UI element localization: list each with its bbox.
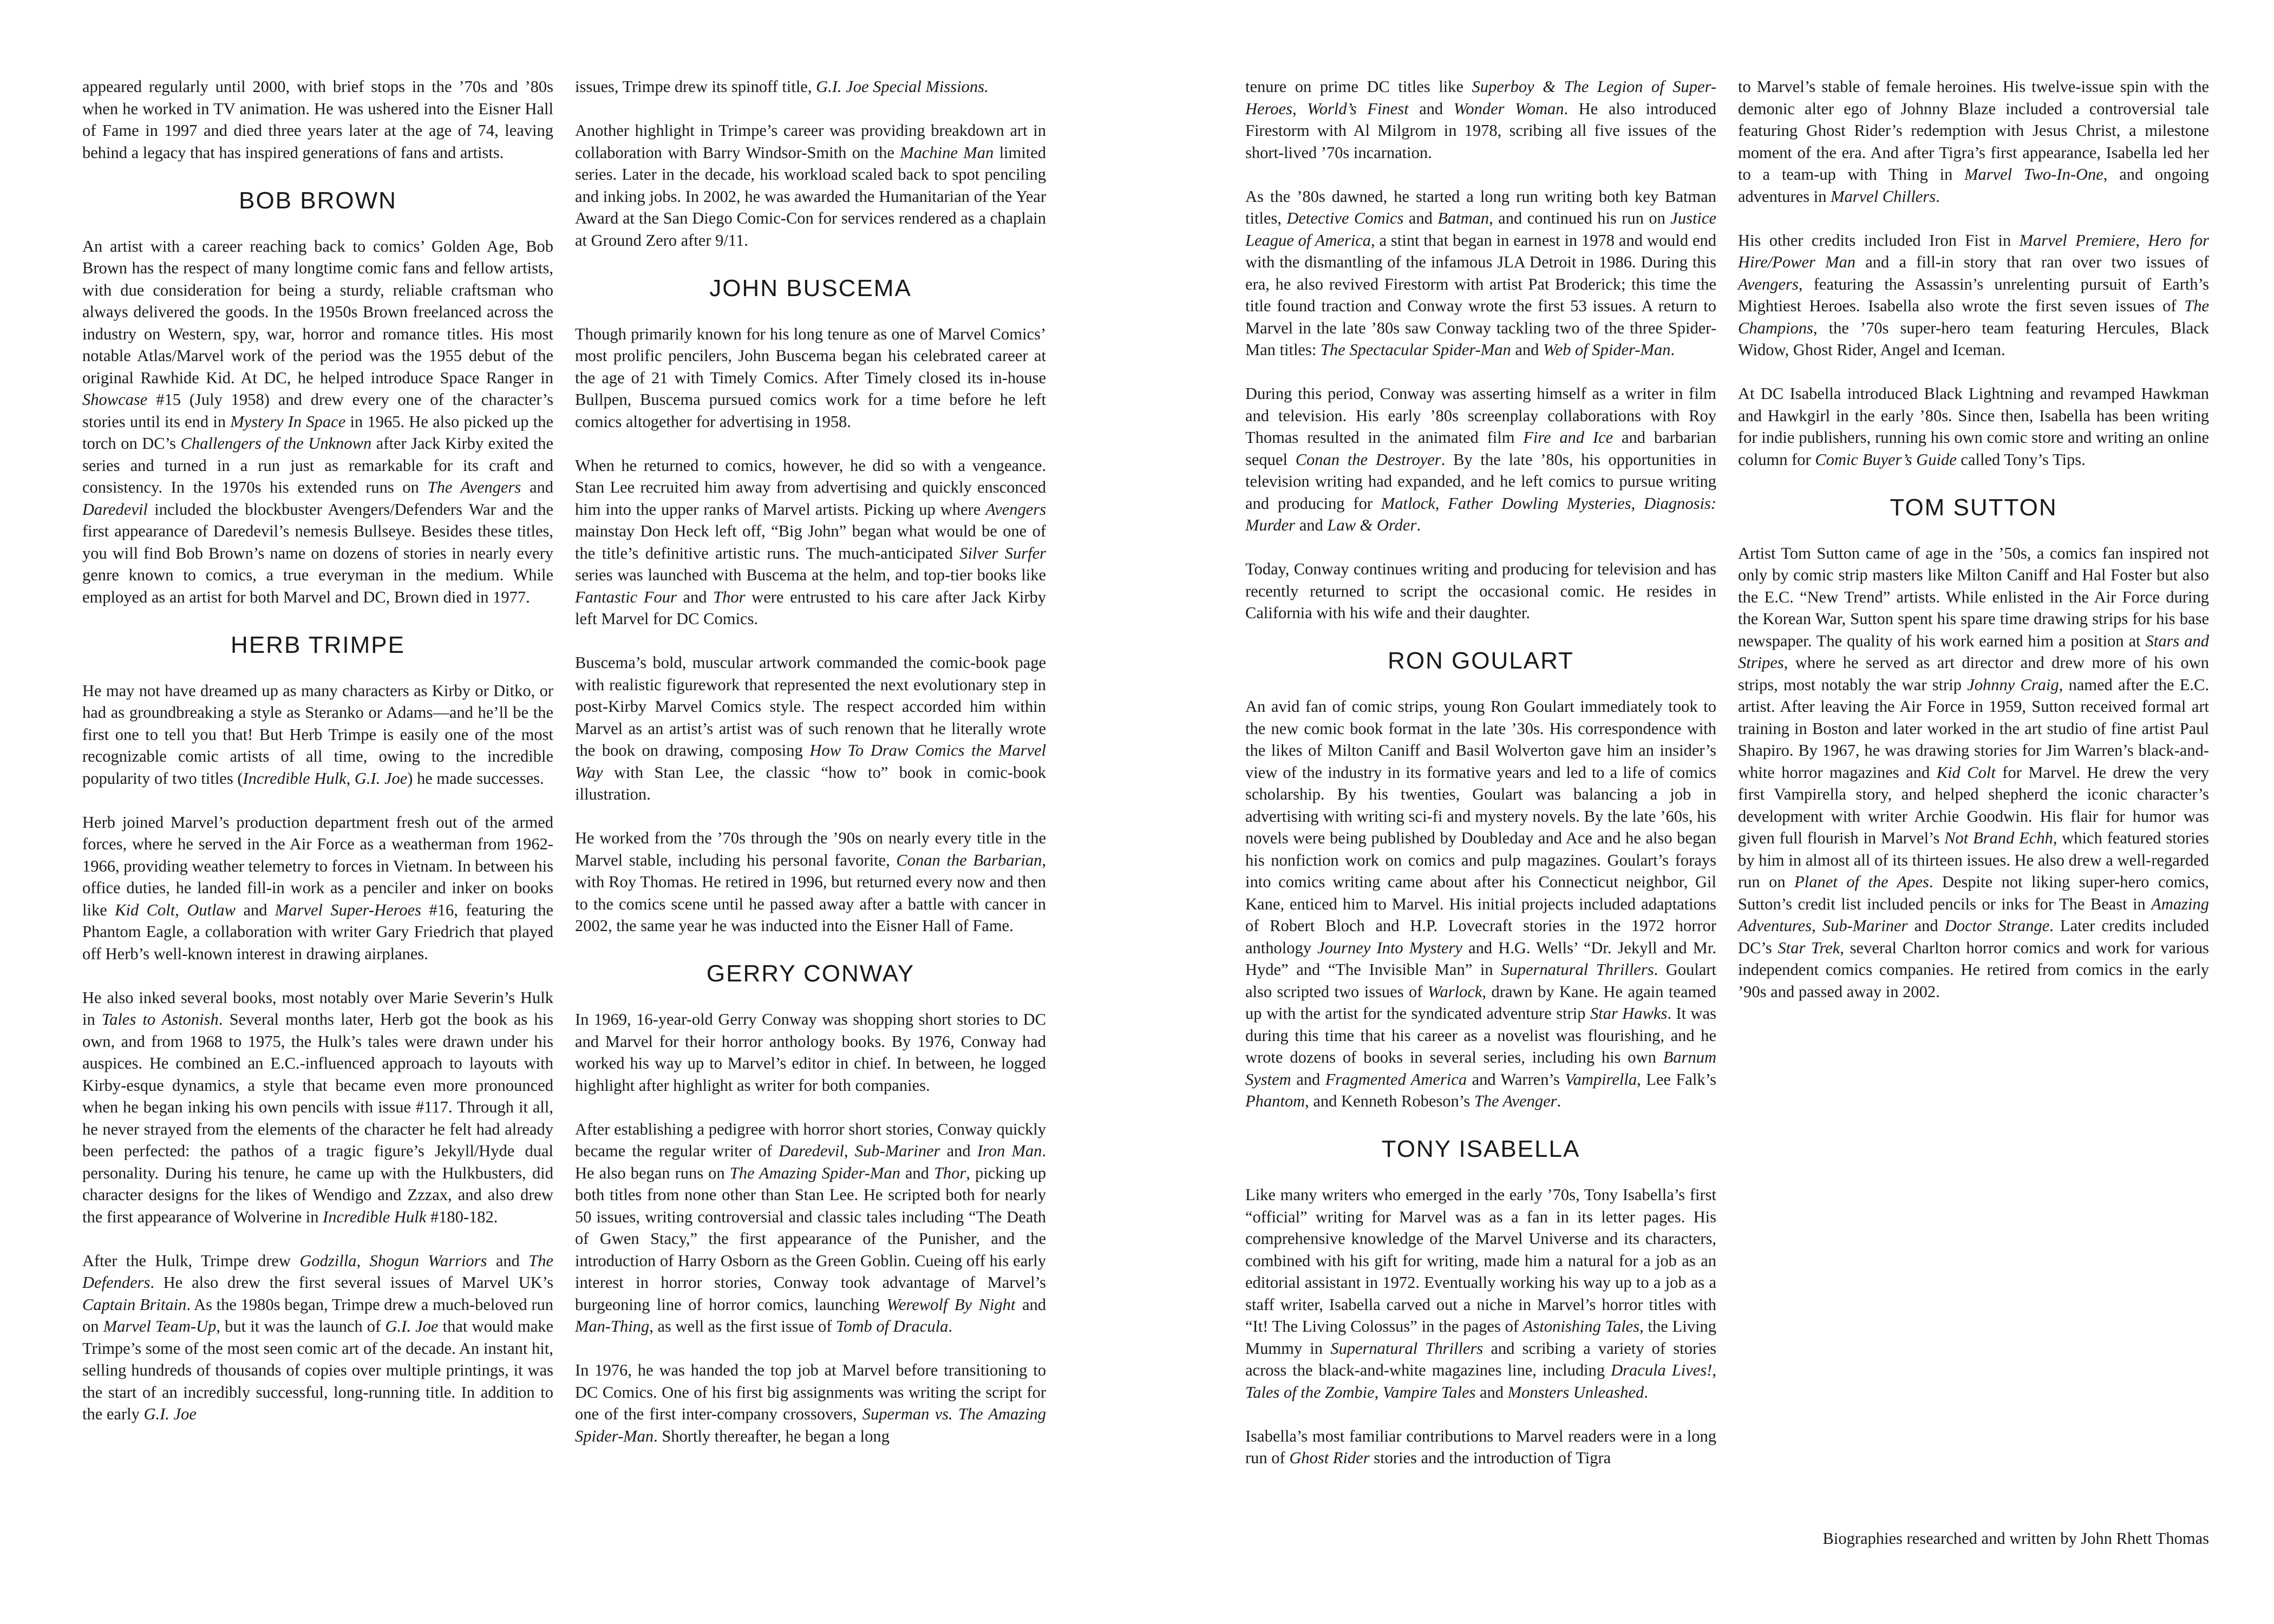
title-text: Stars and Stripes [1738,631,2210,672]
text-run: He worked from the ’70s through the ’90s on nearly every title in the Marvel stable, including his personal favorite, [575,829,1046,869]
text-run: and [1291,1070,1325,1089]
bio-heading: GERRY CONWAY [706,960,915,987]
text-run: appeared regularly until 2000, with brief stops in the ’70s and ’80s when he worked in TV animation. He was ushered into the Eisner Hall of Fame in 1997 and died three years later at the age of 74, leaving behind a legacy that has inspired generations of fans and artists. [82,77,553,162]
author-credit: Biographies researched and written by John Rhett Thomas [1822,1529,2209,1548]
title-text: Thor [713,587,746,606]
text-run: and [236,900,275,919]
text-run: , [1712,1361,1716,1379]
text-run: and [1015,1295,1046,1314]
title-text: Supernatural Thrillers [1501,960,1654,979]
title-text: Journey Into Mystery [1317,938,1462,957]
title-text: Marvel Team-Up [103,1317,217,1335]
title-text: Supernatural Thrillers [1330,1339,1484,1358]
title-text: Machine Man [900,143,994,162]
text-run: . [948,1317,952,1335]
text-run: Artist Tom Sutton came of age in the ’50s, a comics fan inspired not only by comic strip masters like Milton Caniff and Hal Foster but also the E.C. “New Trend” artists. While enlisted in the Air Force during the Korean War, Sutton spent his spare time drawing strips for his base newspaper. The quality of his work earned him a position at [1738,543,2209,650]
title-text: Not Brand Echh [1944,829,2053,847]
column-1 [82,76,553,1447]
text-run: Though primarily known for his long tenure as one of Marvel Comics’ most prolific pencilers, John Buscema began his celebrated career at the age of 21 with Timely Comics. After Timely closed its in-house Bullpen, Buscema pursued comics work for a time before he left comics altogether for advertising in 1958. [575,324,1046,431]
title-text: Detective Comics [1286,209,1404,227]
title-text: Father Dowling Mysteries [1448,494,1631,513]
title-text: Avengers [985,500,1046,519]
bio-heading: RON GOULART [1388,647,1574,674]
bio-paragraph [82,680,553,790]
text-run: , featuring the Assassin’s unrelenting pursuit of Earth’s Mightiest Heroes. Isabella also wrote the first seven issues of [1738,274,2209,315]
bio-paragraph [1245,186,1716,361]
text-run: As the ’80s dawned, he started a long run writing both key Batman titles, [1245,187,1716,227]
title-text: Star Hawks [1590,1004,1668,1023]
text-run: and [521,478,554,496]
text-run: , [1435,494,1448,513]
title-text: Iron Man [977,1142,1042,1160]
text-run: . [1936,187,1940,206]
title-text: Matlock [1381,494,1435,513]
text-run: and H.G. Wells’ “Dr. Jekyll and Mr. Hyde” and “The Invisible Man” in [1245,938,1716,979]
text-run: Buscema’s bold, muscular artwork commanded the comic-book page with realistic figurework that represented the next evolutionary step in post-Kirby Marvel Comics style. The respect accorded him within Marvel as an artist’s artist was of such renown that he literally wrote the book on drawing, composing [575,653,1046,759]
text-run: Like many writers who emerged in the early ’70s, Tony Isabella’s first “official” writing for Marvel was as a fan in its letter pages. His comprehensive knowledge of the Marvel Universe and its characters, combined with his gift for writing, made him a natural for a job as an editorial assistant in 1972. Eventually working his way up to a job as a staff writer, Isabella carved out a niche in Marvel’s horror titles with “It! The Living Colossus” in the pages of [1245,1186,1716,1335]
bio-paragraph [82,1250,553,1425]
text-run: , and continued his run on [1489,209,1671,227]
text-run: , named after the E.C. artist. After leaving the Air Force in 1959, Sutton received formal art training in Boston and later worked in the art studio of fine artist Paul Shapiro. By 1967, he was drawing stories for Jim Warren’s black-and-white horror magazines and [1738,675,2209,782]
title-text: Planet of the Apes [1794,873,1929,891]
text-run: He may not have dreamed up as many characters as Kirby or Ditko, or had as groundbreaking a style as Steranko or Adams—and he’ll be the first one to tell you that! But Herb Trimpe is easily one of the most recognizable comic artists of all time, owing to the incredible popularity of two titles ( [82,681,553,788]
text-run: . As the 1980s began, Trimpe drew a much-beloved run on [82,1295,553,1335]
text-run: His other credits included Iron Fist in [1738,231,2020,250]
title-text: Daredevil [82,500,148,519]
text-run: . [1557,1092,1561,1110]
title-text: Diagnosis: Murder [1245,494,1716,534]
text-run: #15 (July 1958) and drew every one of the character’s stories until its end in [82,390,553,431]
text-run: . It was during this time that his career as a novelist was flourishing, and he wrote dozens of books in several series, including his own [1245,1004,1716,1066]
text-run: called Tony’s Tips. [1956,450,2086,469]
text-run: , and ongoing adventures in [1738,165,2209,206]
title-text: Comic Buyer’s Guide [1815,450,1957,469]
bio-paragraph [575,1359,1046,1447]
text-run: At DC Isabella introduced Black Lightning and revamped Hawkman and Hawkgirl in the early ’80s. Since then, Isabella has been writing for indie publishers, running his own comic store and writing an online column for [1738,384,2209,469]
text-run: and [1475,1383,1508,1402]
text-run: , the Living Mummy in [1245,1317,1716,1358]
title-text: Wonder Woman [1453,99,1564,118]
title-text: Showcase [82,390,148,409]
text-run: . He also began runs on [575,1142,1046,1182]
bio-paragraph [575,323,1046,433]
text-run: , where he served as art director and drew more of his own strips, most notably the war strip [1738,653,2209,694]
title-text: G.I. Joe [143,1405,197,1423]
bio-heading: BOB BROWN [239,187,397,214]
title-text: G.I. Joe Special Missions. [816,77,989,96]
bio-paragraph [1245,383,1716,536]
title-text: Marvel Two-In-One [1964,165,2103,184]
text-run: were entrusted to his care after Jack Kirby left Marvel for DC Comics. [575,587,1046,628]
title-text: Amazing Adventures [1738,894,2209,935]
title-text: Challengers of the Unknown [180,434,372,453]
text-run: for Marvel. He drew the very first Vampirella story, and helped shepherd the iconic character’s development with writer Archie Goodwin. His flair for humor was given full flourish in Marvel’s [1738,763,2209,847]
title-text: Star Trek [1778,938,1840,957]
text-run: mainstay Don Heck left off, “Big John” began what would be one of the title’s definitive artistic runs. The much-anticipated [575,522,1046,562]
text-run: , several Charlton horror comics and work for various independent comics companies. He retired from comics in the early ’90s and passed away in 2002. [1738,938,2210,1001]
text-run: stories and the introduction of Tigra [1369,1449,1611,1467]
text-run: and scribing a variety of stories across the black-and-white magazines line, including [1245,1339,1716,1379]
text-run: , [1292,99,1308,118]
title-text: The Amazing Spider-Man [729,1163,900,1182]
title-text: Sub-Mariner [1822,916,1908,935]
text-run: Isabella’s most familiar contributions to Marvel readers were in a long run of [1245,1426,1716,1467]
text-run: with Stan Lee, the classic “how to” book in comic-book illustration. [575,763,1046,803]
bio-paragraph [1738,542,2209,1003]
title-text: Batman [1437,209,1489,227]
title-text: Conan the Destroyer [1295,450,1441,469]
bio-paragraph [82,235,553,608]
text-run: and barbarian sequel [1245,428,1716,469]
title-text: Kid Colt [1936,763,1996,782]
bio-paragraph [1738,383,2209,470]
text-run: , [356,1251,370,1270]
text-run: #16, featuring the Phantom Eagle, a collaboration with writer Gary Friedrich that played off Herb’s well-known interest in drawing airplanes. [82,900,553,963]
text-run: and [1907,916,1945,935]
text-run: , with Roy Thomas. He retired in 1996, but returned every now and then to the comics scene until he passed away after a battle with cancer in 2002, the same year he was inducted into the Eisner Hall of Fame. [575,850,1046,935]
bio-paragraph [575,120,1046,251]
bio-heading: HERB TRIMPE [231,631,405,658]
text-run: In 1976, he was handed the top job at Marvel before transitioning to DC Comics. One of his first big assignments was writing the script for one of the first inter-company crossovers, [575,1361,1046,1423]
title-text: Sub-Mariner [854,1142,940,1160]
text-run: and a fill-in story that ran over two issues of [1855,253,2209,271]
title-text: Law & Order [1327,516,1417,534]
text-run: . He also introduced Firestorm with Al Milgrom in 1978, scribing all five issues of the short-lived ’70s incarnation. [1245,99,1717,162]
title-text: Man-Thing [575,1317,650,1335]
title-text: The Avengers [427,478,521,496]
text-run: . Later credits included DC’s [1738,916,2209,957]
title-text: Vampire Tales [1382,1383,1476,1402]
title-text: Mystery In Space [230,412,346,431]
column-4 [1738,76,2209,1025]
title-text: World’s Finest [1307,99,1409,118]
text-run: , but it was the launch of [216,1317,385,1335]
title-text: Warlock [1427,982,1482,1001]
text-run: to Marvel’s stable of female heroines. His twelve-issue spin with the demonic alter ego of Johnny Blaze included a controversial tale featuring Ghost Rider’s redemption with Jesus Christ, a milestone moment of the era. And after Tigra’s first appearance, Isabella led her to a team-up with Thing in [1738,77,2209,184]
title-text: The Champions [1738,297,2209,337]
text-run: . Goulart also scripted two issues of [1245,960,1716,1001]
text-run: , drawn by Kane. He again teamed up with the artist for the syndicated adventure strip [1245,982,1716,1023]
title-text: Monsters Unleashed [1507,1383,1644,1402]
text-run: , as well as the first issue of [649,1317,836,1335]
title-text: Ghost Rider [1289,1449,1370,1467]
text-run: , [1631,494,1644,513]
text-run: . Shortly thereafter, he began a long [654,1426,890,1445]
text-run: that would make Trimpe’s some of the most seen comic art of the decade. An instant hit, selling hundreds of thousands of copies over multiple printings, it was the start of an incredibly successful, long-running title. In addition to the early [82,1317,554,1423]
title-text: Web of Spider-Man [1543,340,1671,359]
text-run: , picking up both titles from none other than Stan Lee. He scripted both for nearly 50 issues, writing controversial and classic tales including “The Death of Gwen Stacy,” the first appearance of the Punisher, and the introduction of Harry Osborn as the Green Goblin. Cueing off his early interest in horror stories, Conway took advantage of Marvel’s burgeoning line of horror comics, launching [575,1163,1046,1314]
text-run: . He also drew the first several issues of Marvel UK’s [150,1273,553,1292]
title-text: Superman vs. The Amazing Spider-Man [575,1405,1046,1445]
text-run: After the Hulk, Trimpe drew [82,1251,300,1270]
title-text: Fantastic Four [575,587,677,606]
text-run: An artist with a career reaching back to comics’ Golden Age, Bob Brown has the respect of many longtime comic fans and fellow artists, with due consideration for being a sturdy, reliable craftsman who always delivered the goods. In the 1950s Brown freelanced across the industry on Western, spy, war, horror and romance titles. His most notable Atlas/Marvel work of the period was the 1955 debut of the original Rawhide Kid. At DC, he helped introduce Space Ranger in [82,237,553,387]
title-text: Werewolf By Night [886,1295,1016,1314]
text-run: An avid fan of comic strips, young Ron Goulart immediately took to the new comic book format in the late ’30s. His correspondence with the likes of Milton Caniff and Basil Wolverton gave him an insider’s view of the industry in its formative years and led to a life of comics scholarship. By his twenties, Goulart was balancing a job in advertising with writing sci-fi and mystery novels. By the late ’60s, his novels were being published by Doubleday and Ace and he also began his nonfiction work on comics and pulp magazines. Goulart’s forays into comics writing came about after his Connecticut neighbor, Gil Kane, enticed him to Marvel. His initial projects included adaptations of Robert Bloch and H.P. Lovecraft stories in the 1972 horror anthology [1245,697,1716,957]
title-text: Fire and Ice [1523,428,1613,447]
title-text: The Defenders [82,1251,554,1292]
title-text: Silver Surfer [959,543,1046,562]
bio-paragraph [1738,230,2209,361]
bio-heading: JOHN BUSCEMA [709,274,912,302]
text-run: . Despite not liking super-hero comics, Sutton’s credit list included pencils or inks for The Beast in [1738,873,2209,913]
text-run: and [900,1163,934,1182]
text-run: , a stint that began in earnest in 1978 and would end with the dismantling of the infamous JLA Detroit in 1986. During this era, he also revived Firestorm with artist Pat Broderick; this time the title found traction and Conway wrote the first 53 issues. A return to Marvel in the late ’80s saw Conway tackling two of the three Spider-Man titles: [1245,231,1716,359]
text-run: and [676,587,714,606]
text-run: , and Kenneth Robeson’s [1305,1092,1474,1110]
text-run: and [1295,516,1328,534]
bio-paragraph [575,1118,1046,1338]
title-text: Incredible Hulk [323,1207,427,1226]
title-text: Captain Britain [82,1295,187,1314]
text-run: #180-182. [426,1207,498,1226]
bio-paragraph [1245,1184,1716,1403]
title-text: Avengers [1738,274,1799,293]
text-run: and [487,1251,529,1270]
text-run: Today, Conway continues writing and producing for television and has recently returned to script the occasional comic. He resides in California with his wife and their daughter. [1245,560,1716,622]
title-text: Thor [933,1163,966,1182]
column-3 [1245,76,1716,1491]
title-text: The Avenger [1474,1092,1557,1110]
text-run: and [1403,209,1438,227]
title-text: Tomb of Dracula [836,1317,949,1335]
title-text: Kid Colt, Outlaw [115,900,236,919]
text-run: Herb joined Marvel’s production department fresh out of the armed forces, where he served in the Air Force as a weatherman from 1962-1966, providing weather telemetry to forces in Vietnam. In between his office duties, he landed fill-in work as a penciler and inker on books like [82,813,553,919]
text-run: Another highlight in Trimpe’s career was providing breakdown art in collaboration with Barry Windsor-Smith on the [575,121,1046,162]
text-run: , the ’70s super-hero team featuring Hercules, Black Widow, Ghost Rider, Angel and Iceman. [1738,318,2209,359]
bio-heading: TOM SUTTON [1890,494,2057,521]
bio-paragraph [575,652,1046,806]
text-run: After establishing a pedigree with horror short stories, Conway quickly became the regular writer of [575,1119,1046,1160]
title-text: Marvel Super-Heroes [275,900,422,919]
bio-paragraph [575,76,1046,98]
bio-heading: TONY ISABELLA [1381,1136,1580,1162]
bio-paragraph [575,1009,1046,1096]
bio-paragraph [82,76,553,163]
text-run: tenure on prime DC titles like [1245,77,1472,96]
text-run: , [844,1142,855,1160]
bio-paragraph [82,811,553,965]
text-run: , [2135,231,2148,250]
text-run: , which featured stories by him in almost all of its thirteen issues. He also drew a well-regarded run on [1738,829,2209,891]
bio-paragraph [1245,76,1716,163]
text-run: issues, Trimpe drew its spinoff title, [575,77,816,96]
text-run: . By the late ’80s, his opportunities in television writing had expanded, and he left comics to pursue writing and producing for [1245,450,1716,513]
bio-paragraph [1245,696,1716,1112]
bio-paragraph [575,455,1046,630]
title-text: G.I. Joe [385,1317,439,1335]
text-run: series was launched with Buscema at the helm, and top-tier books like [575,566,1046,584]
text-run: in 1965. He also picked up the torch on DC’s [82,412,553,453]
title-text: Godzilla [299,1251,357,1270]
title-text: Dracula Lives! [1611,1361,1713,1379]
title-text: Fragmented America [1325,1070,1467,1089]
title-text: Marvel Chillers [1831,187,1936,206]
text-run: He also inked several books, most notably over Marie Severin’s Hulk in [82,988,553,1029]
text-run: , [1374,1383,1383,1402]
column-2 [575,76,1046,1469]
text-run: and [1408,99,1454,118]
title-text: Incredible Hulk, G.I. Joe [243,769,408,788]
title-text: Johnny Craig [1967,675,2059,694]
title-text: How To Draw Comics the Marvel Way [575,741,1047,782]
title-text: Astonishing Tales [1522,1317,1640,1335]
text-run: . [1670,340,1675,359]
text-run: and [940,1142,977,1160]
text-run: ) he made successes. [407,769,544,788]
text-run: . Several months later, Herb got the book as his own, and from 1968 to 1975, the Hulk’s tales were drawn under his auspices. He combined an E.C.-influenced approach to layouts with Kirby-esque dynamics, a style that became even more pronounced when he began inking his own pencils with issue #117. Through it all, he never strayed from the elements of the character he felt had already been perfected: the pathos of a tragic figure’s Jekyll/Hyde dual personality. During his tenure, he came up with the Hulkbusters, did character designs for the likes of Wendigo and Zzzax, and also drew the first appearance of Wolverine in [82,1010,553,1226]
title-text: Vampirella [1565,1070,1637,1089]
title-text: Hero for Hire/Power Man [1738,231,2209,271]
title-text: The Spectacular Spider-Man [1320,340,1511,359]
bio-paragraph [575,827,1046,937]
text-run: , [1812,916,1822,935]
title-text: Daredevil [779,1142,844,1160]
title-text: Doctor Strange [1944,916,2050,935]
title-text: Superboy & The Legion of Super-Heroes [1245,77,1716,118]
title-text: Justice League of America [1245,209,1716,250]
title-text: Phantom [1245,1092,1305,1110]
bio-paragraph [1738,76,2209,207]
title-text: Barnum System [1245,1048,1716,1089]
bio-paragraph [82,987,553,1228]
title-text: Tales of the Zombie [1245,1383,1375,1402]
title-text: Marvel Premiere [2019,231,2136,250]
text-run: and Warren’s [1467,1070,1565,1089]
text-run: . [1644,1383,1648,1402]
text-run: and [1511,340,1543,359]
title-text: Conan the Barbarian [896,850,1042,869]
text-run: limited series. Later in the decade, his workload scaled back to spot penciling and inking jobs. In 2002, he was awarded the Humanitarian of the Year Award at the San Diego Comic-Con for services rendered as a chaplain at Ground Zero after 9/11. [575,143,1046,250]
bio-paragraph [1245,1425,1716,1469]
title-text: Tales to Astonish [101,1010,219,1029]
text-run: When he returned to comics, however, he did so with a vengeance. Stan Lee recruited him away from advertising and quickly ensconced him into the upper ranks of Marvel artists. Picking up where [575,456,1046,519]
text-run: included the blockbuster Avengers/Defenders War and the first appearance of Daredevil’s nemesis Bullseye. Besides these titles, you will find Bob Brown’s name on dozens of stories in nearly every genre known to comics, a true everyman in the medium. While employed as an artist for both Marvel and DC, Brown died in 1977. [82,500,553,606]
text-run: During this period, Conway was asserting himself as a writer in film and television. His early ’80s screenplay collaborations with Roy Thomas resulted in the animated film [1245,384,1716,447]
text-run: after Jack Kirby exited the series and turned in a run just as remarkable for its craft and consistency. In the 1970s his extended runs on [82,434,553,496]
text-run: , Lee Falk’s [1637,1070,1716,1089]
bio-paragraph [1245,558,1716,624]
title-text: Shogun Warriors [369,1251,487,1270]
text-run: In 1969, 16-year-old Gerry Conway was shopping short stories to DC and Marvel for their horror anthology books. By 1976, Conway had worked his way up to Marvel’s editor in chief. In between, he logged highlight after highlight as writer for both companies. [575,1010,1046,1095]
text-run: . [1416,516,1421,534]
